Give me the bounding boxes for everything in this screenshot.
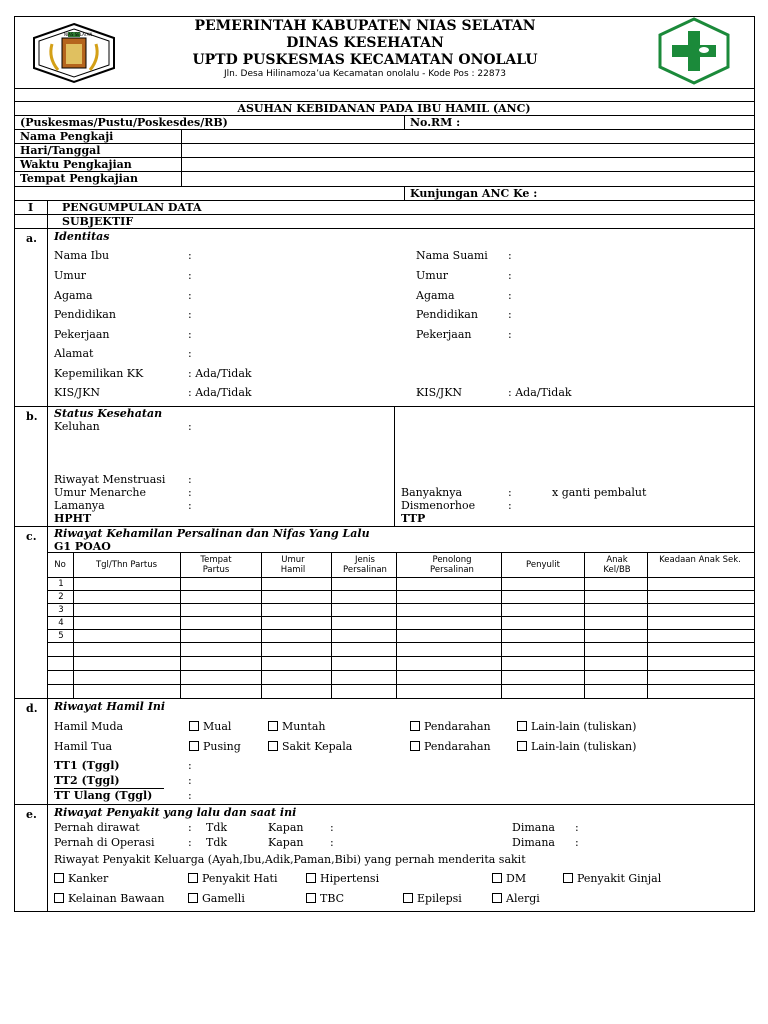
checkbox-lainlain-tua[interactable]: Lain-lain (tuliskan)	[517, 740, 636, 753]
no-rm: No.RM :	[410, 116, 461, 129]
checkbox-mual[interactable]: Mual	[189, 720, 231, 733]
kis-ibu-label: KIS/JKN	[54, 386, 101, 399]
tdk-dirawat: Tdk	[206, 821, 228, 834]
status-title: Status Kesehatan	[54, 407, 163, 420]
dimana-operasi: Dimana	[512, 836, 555, 849]
kis-suami-label: KIS/JKN	[416, 386, 463, 399]
keluhan-label: Keluhan	[54, 420, 100, 433]
col-tgl: Tgl/Thn Partus	[95, 560, 158, 570]
row-no-3: 3	[58, 605, 64, 615]
colon: :	[508, 486, 512, 499]
form-title: ASUHAN KEBIDANAN PADA IBU HAMIL (ANC)	[237, 102, 531, 115]
colon: :	[188, 269, 192, 282]
ganti-pembalut: x ganti pembalut	[552, 486, 647, 499]
col-tempat: Tempat Partus	[200, 555, 232, 575]
checkbox-muntah[interactable]: Muntah	[268, 720, 326, 733]
col-penolong: Penolong Persalinan	[430, 555, 474, 575]
tt2-label: TT2 (Tggl)	[54, 774, 120, 787]
pregnancy-history-table	[47, 552, 754, 698]
nama-suami-label: Nama Suami	[416, 249, 488, 262]
kapan-dirawat: Kapan	[268, 821, 304, 834]
colon: :	[575, 821, 579, 834]
umur-suami-label: Umur	[416, 269, 449, 282]
section-number: I	[28, 201, 34, 214]
colon: :	[188, 249, 192, 262]
checkbox-kelainan-bawaan[interactable]: Kelainan Bawaan	[54, 892, 165, 905]
dismenorhoe-label: Dismenorhoe	[401, 499, 476, 512]
alamat-label: Alamat	[54, 347, 94, 360]
tt-ulang-label: TT Ulang (Tggl)	[54, 789, 153, 802]
colon: :	[188, 759, 192, 772]
tempat-label: Tempat Pengkajian	[20, 172, 138, 185]
agama-suami-label: Agama	[416, 289, 455, 302]
checkbox-tbc[interactable]: TBC	[306, 892, 344, 905]
checkbox-gamelli[interactable]: Gamelli	[188, 892, 245, 905]
checkbox-pusing[interactable]: Pusing	[189, 740, 241, 753]
colon: :	[188, 774, 192, 787]
kunjungan-label: Kunjungan ANC Ke :	[410, 187, 538, 200]
section-title: PENGUMPULAN DATA	[62, 201, 202, 214]
letter-a: a.	[26, 232, 37, 245]
checkbox-dm[interactable]: DM	[492, 872, 526, 885]
checkbox-sakit-kepala[interactable]: Sakit Kepala	[268, 740, 352, 753]
colon: :	[188, 308, 192, 321]
kk-value: : Ada/Tidak	[188, 367, 252, 380]
facility-type: (Puskesmas/Pustu/Poskesdes/RB)	[20, 116, 228, 129]
colon: :	[188, 347, 192, 360]
colon: :	[330, 821, 334, 834]
pekerjaan-ibu-label: Pekerjaan	[54, 328, 110, 341]
regency-logo	[28, 22, 120, 84]
col-umur: Umur Hamil	[280, 555, 306, 575]
col-penyulit: Penyulit	[526, 560, 560, 570]
dirawat-label: Pernah dirawat	[54, 821, 140, 834]
checkbox-lainlain-muda[interactable]: Lain-lain (tuliskan)	[517, 720, 636, 733]
colon: :	[188, 836, 192, 849]
kapan-operasi: Kapan	[268, 836, 304, 849]
colon: :	[508, 269, 512, 282]
hari-tanggal-label: Hari/Tanggal	[20, 144, 101, 157]
colon: :	[508, 289, 512, 302]
lamanya-label: Lamanya	[54, 499, 105, 512]
identitas-title: Identitas	[54, 230, 110, 243]
checkbox-penyakit-ginjal[interactable]: Penyakit Ginjal	[563, 872, 661, 885]
letter-b: b.	[26, 410, 38, 423]
checkbox-kanker[interactable]: Kanker	[54, 872, 108, 885]
row-no-2: 2	[58, 592, 64, 602]
waktu-label: Waktu Pengkajian	[20, 158, 132, 171]
colon: :	[188, 486, 192, 499]
colon: :	[188, 789, 192, 802]
header-line3: UPTD PUSKESMAS KECAMATAN ONOLALU	[192, 52, 538, 68]
gpa-label: G1 POAO	[54, 540, 111, 553]
health-cross-logo	[656, 17, 732, 85]
colon: :	[508, 308, 512, 321]
colon: :	[508, 328, 512, 341]
hamil-muda-label: Hamil Muda	[54, 720, 124, 733]
col-jenis: Jenis Persalinan	[343, 555, 387, 575]
letter-e: e.	[26, 808, 37, 821]
colon: :	[188, 499, 192, 512]
kk-label: Kepemilikan KK	[54, 367, 144, 380]
col-keadaan: Keadaan Anak Sek.	[659, 555, 741, 565]
letter-d: d.	[26, 702, 38, 715]
letter-c: c.	[26, 530, 37, 543]
penyakit-title: Riwayat Penyakit yang lalu dan saat ini	[54, 806, 297, 819]
pendidikan-ibu-label: Pendidikan	[54, 308, 116, 321]
col-anak: Anak Kel/BB	[603, 555, 631, 575]
checkbox-hipertensi[interactable]: Hipertensi	[306, 872, 379, 885]
umur-ibu-label: Umur	[54, 269, 87, 282]
colon: :	[188, 420, 192, 433]
checkbox-epilepsi[interactable]: Epilepsi	[403, 892, 462, 905]
header-address: Jln. Desa Hilinamoza’ua Kecamatan onolalu - Kode Pos : 22873	[223, 69, 507, 79]
operasi-label: Pernah di Operasi	[54, 836, 155, 849]
ttp-label: TTP	[401, 512, 426, 525]
colon: :	[508, 499, 512, 512]
colon: :	[188, 821, 192, 834]
subjektif-label: SUBJEKTIF	[62, 215, 134, 228]
header-line2: DINAS KESEHATAN	[286, 35, 444, 51]
tdk-operasi: Tdk	[206, 836, 228, 849]
checkbox-pendarahan-muda[interactable]: Pendarahan	[410, 720, 491, 733]
row-no-1: 1	[58, 579, 64, 589]
logo-text: NIAS SELATAN	[64, 32, 93, 37]
colon: :	[188, 289, 192, 302]
menarche-label: Umur Menarche	[54, 486, 146, 499]
colon: :	[330, 836, 334, 849]
checkbox-alergi[interactable]: Alergi	[492, 892, 540, 905]
colon: :	[575, 836, 579, 849]
kehamilan-title: Riwayat Kehamilan Persalinan dan Nifas Yang Lalu	[54, 527, 370, 540]
tt1-label: TT1 (Tggl)	[54, 759, 120, 772]
colon: :	[188, 473, 192, 486]
colon: :	[188, 328, 192, 341]
kis-suami-value: : Ada/Tidak	[508, 386, 572, 399]
header-line1: PEMERINTAH KABUPATEN NIAS SELATAN	[194, 18, 536, 34]
checkbox-pendarahan-tua[interactable]: Pendarahan	[410, 740, 491, 753]
kis-ibu-value: : Ada/Tidak	[188, 386, 252, 399]
col-no: No	[54, 560, 66, 570]
hamil-ini-title: Riwayat Hamil Ini	[54, 700, 166, 713]
row-no-4: 4	[58, 618, 64, 628]
hamil-tua-label: Hamil Tua	[54, 740, 113, 753]
dimana-dirawat: Dimana	[512, 821, 555, 834]
nama-ibu-label: Nama Ibu	[54, 249, 110, 262]
keluarga-label: Riwayat Penyakit Keluarga (Ayah,Ibu,Adik,Paman,Bibi) yang pernah menderita sakit	[54, 853, 526, 866]
row-no-5: 5	[58, 631, 64, 641]
agama-ibu-label: Agama	[54, 289, 93, 302]
checkbox-penyakit-hati[interactable]: Penyakit Hati	[188, 872, 277, 885]
banyaknya-label: Banyaknya	[401, 486, 463, 499]
pekerjaan-suami-label: Pekerjaan	[416, 328, 472, 341]
menstruasi-label: Riwayat Menstruasi	[54, 473, 166, 486]
pendidikan-suami-label: Pendidikan	[416, 308, 478, 321]
nama-pengkaji-label: Nama Pengkaji	[20, 130, 114, 143]
hpht-label: HPHT	[54, 512, 92, 525]
colon: :	[508, 249, 512, 262]
